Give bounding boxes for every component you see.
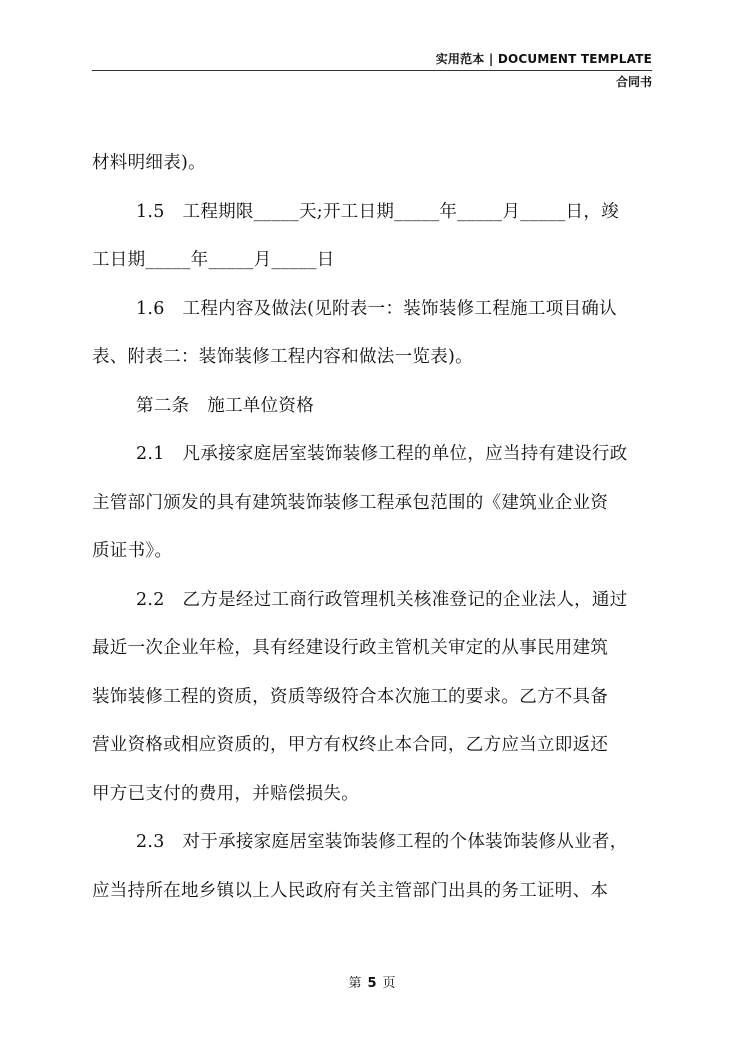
document-body (92, 139, 655, 915)
page-footer (0, 975, 744, 993)
body-line: 工日期_____年_____月_____日 (92, 250, 335, 270)
body-line: 最近一次企业年检，具有经建设行政主管机关审定的从事民用建筑 (92, 638, 609, 658)
body-line: 质证书》。 (92, 541, 173, 561)
clause-1-6-line: 1.6 工程内容及做法(见附表一：装饰装修工程施工项目确认 (136, 298, 617, 319)
body-line: 表、附表二：装饰装修工程内容和做法一览表)。 (92, 347, 473, 367)
body-line: 营业资格或相应资质的，甲方有权终止本合同，乙方应当立即返还 (92, 735, 609, 755)
footer-suffix: 页 (382, 976, 396, 991)
page-number: 5 (367, 976, 377, 991)
body-line: 装饰装修工程的资质，资质等级符合本次施工的要求。乙方不具备 (92, 686, 609, 707)
header-subtitle: 合同书 (615, 75, 652, 89)
body-line: 材料明细表)。 (92, 153, 206, 173)
section-heading: 第二条 施工单位资格 (136, 395, 314, 416)
clause-2-3-line: 2.3 对于承接家庭居室装饰装修工程的个体装饰装修从业者， (136, 832, 628, 852)
header-divider (92, 70, 652, 71)
clause-2-1-line: 2.1 凡承接家庭居室装饰装修工程的单位，应当持有建设行政 (136, 444, 628, 464)
header-title: 实用范本 | DOCUMENT TEMPLATE (435, 52, 652, 66)
clause-2-2-line: 2.2 乙方是经过工商行政管理机关核准登记的企业法人，通过 (136, 589, 628, 610)
footer-prefix: 第 (348, 976, 362, 991)
body-line: 主管部门颁发的具有建筑装饰装修工程承包范围的《建筑业企业资 (92, 492, 609, 513)
body-line: 应当持所在地乡镇以上人民政府有关主管部门出具的务工证明、本 (92, 880, 609, 901)
page-header (92, 51, 652, 90)
clause-1-5-line: 1.5 工程期限_____天;开工日期_____年_____月_____日，竣 (136, 201, 619, 222)
body-line: 甲方已支付的费用，并赔偿损失。 (92, 783, 359, 804)
